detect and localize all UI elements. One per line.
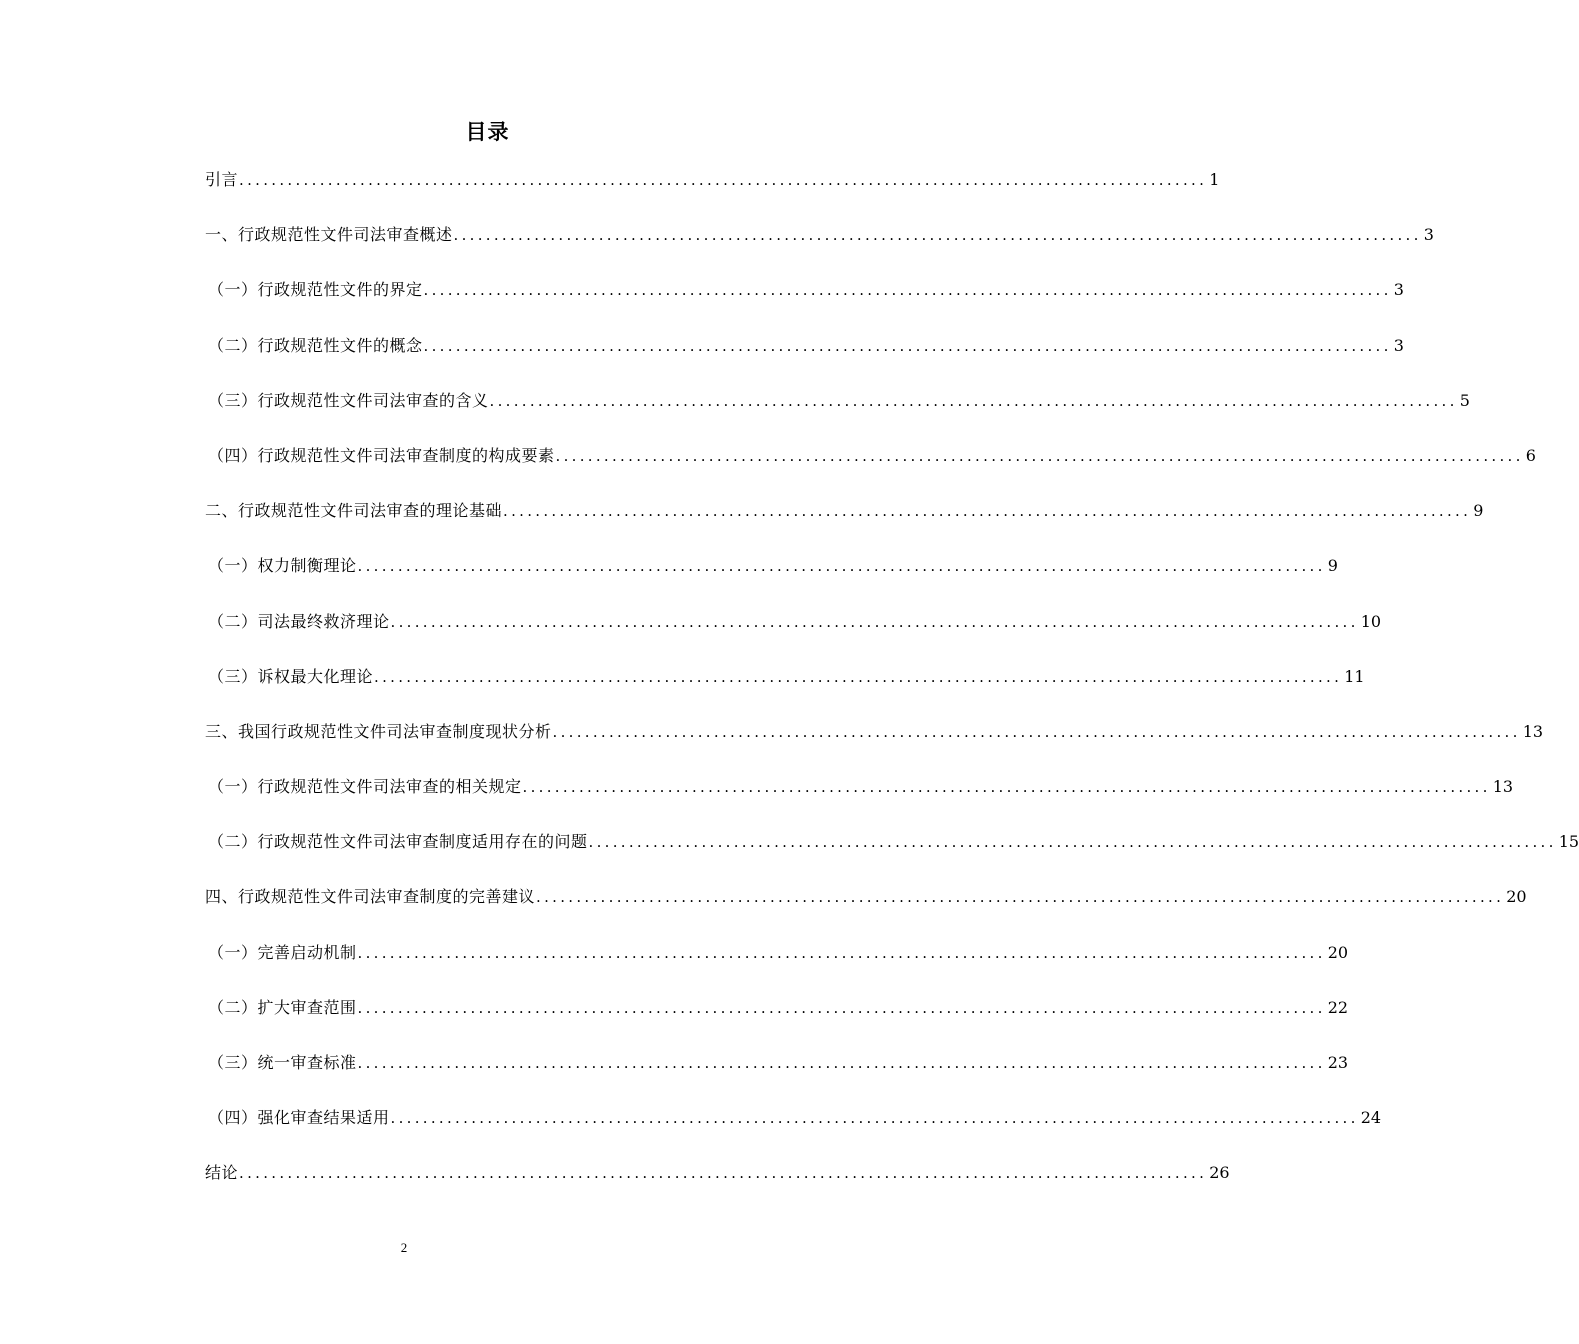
toc-entry-page: 3 [1423, 225, 1434, 245]
toc-entry-label: 一、行政规范性文件司法审查概述 [205, 225, 453, 245]
toc-dot-leader: ........................................................................................................................ [522, 778, 1491, 797]
toc-entry-label: 三、我国行政规范性文件司法审查制度现状分析 [205, 721, 552, 741]
toc-entry[interactable] [205, 606, 1382, 661]
toc-entry-label: （三）行政规范性文件司法审查的含义 [208, 390, 489, 410]
toc-entry-page: 3 [1393, 280, 1404, 300]
toc-dot-leader: ........................................................................................................................ [536, 888, 1505, 907]
toc-dot-leader: ........................................................................................................................ [357, 943, 1326, 962]
toc-entry-page: 24 [1360, 1108, 1382, 1128]
toc-dot-leader: ........................................................................................................................ [555, 446, 1524, 465]
toc-entry-page: 9 [1327, 556, 1338, 576]
toc-entry-label: （一）行政规范性文件司法审查的相关规定 [208, 777, 522, 797]
toc-entry[interactable] [205, 716, 1544, 771]
toc-entry-page: 6 [1525, 445, 1536, 465]
toc-entry[interactable] [205, 495, 1484, 550]
toc-entry[interactable] [205, 550, 1338, 605]
toc-entry[interactable] [205, 1047, 1349, 1102]
toc-entry[interactable] [205, 992, 1349, 1047]
toc-entry-label: （三）诉权最大化理论 [208, 666, 374, 686]
toc-entry-label: （四）行政规范性文件司法审查制度的构成要素 [208, 445, 555, 465]
toc-dot-leader: ........................................................................................................................ [453, 226, 1422, 245]
toc-entry-label: （三）统一审查标准 [208, 1053, 357, 1072]
toc-entry-page: 22 [1327, 997, 1349, 1017]
toc-entry-page: 20 [1327, 942, 1349, 962]
toc-entry-page: 11 [1344, 666, 1365, 686]
toc-dot-leader: ........................................................................................................................ [390, 1109, 1359, 1128]
toc-title: 目录 [465, 120, 510, 144]
toc-entry[interactable] [205, 1157, 1230, 1212]
toc-entry-label: 引言 [205, 170, 239, 189]
toc-entry[interactable] [205, 937, 1349, 992]
toc-entry-label: （二）扩大审查范围 [208, 997, 357, 1017]
toc-entry-page: 26 [1209, 1163, 1230, 1183]
toc-dot-leader: ........................................................................................................................ [423, 281, 1392, 300]
toc-entry-label: （二）司法最终救济理论 [208, 611, 390, 631]
toc-entry-page: 3 [1393, 335, 1404, 355]
toc-dot-leader: ........................................................................................................................ [357, 557, 1326, 576]
toc-entry-label: （二）行政规范性文件的概念 [208, 335, 423, 355]
toc-dot-leader: ........................................................................................................................ [357, 998, 1326, 1017]
toc-entry-page: 20 [1506, 887, 1527, 907]
toc-entry[interactable] [205, 661, 1365, 716]
toc-entry-label: （四）强化审查结果适用 [208, 1108, 390, 1128]
table-of-contents [205, 164, 1579, 1213]
toc-entry-page: 23 [1327, 1053, 1349, 1072]
page-number: 2 [400, 1240, 408, 1255]
toc-dot-leader: ........................................................................................................................ [552, 722, 1521, 741]
toc-entry-label: （一）行政规范性文件的界定 [208, 280, 423, 300]
toc-entry[interactable] [205, 440, 1536, 495]
toc-entry-page: 1 [1209, 170, 1220, 189]
toc-entry-label: 二、行政规范性文件司法审查的理论基础 [205, 501, 503, 521]
toc-entry[interactable] [205, 1102, 1382, 1157]
toc-dot-leader: ........................................................................................................................ [374, 667, 1343, 686]
toc-entry-label: （一）权力制衡理论 [208, 556, 357, 576]
toc-entry-page: 13 [1522, 721, 1544, 741]
toc-dot-leader: ........................................................................................................................ [489, 391, 1458, 410]
toc-entry-page: 5 [1459, 390, 1470, 410]
toc-entry-page: 9 [1473, 501, 1484, 521]
toc-entry[interactable] [205, 330, 1404, 385]
toc-dot-leader: ........................................................................................................................ [239, 171, 1208, 189]
toc-entry[interactable] [205, 771, 1514, 826]
toc-entry-label: （二）行政规范性文件司法审查制度适用存在的问题 [208, 832, 588, 852]
toc-dot-leader: ........................................................................................................................ [239, 1164, 1208, 1183]
toc-dot-leader: ........................................................................................................................ [588, 833, 1557, 852]
toc-dot-leader: ........................................................................................................................ [423, 336, 1392, 355]
toc-dot-leader: ........................................................................................................................ [357, 1054, 1326, 1072]
toc-entry-page: 13 [1492, 777, 1514, 797]
toc-entry[interactable] [205, 274, 1404, 329]
toc-entry-label: 结论 [205, 1163, 239, 1183]
toc-entry[interactable] [205, 826, 1579, 881]
toc-entry[interactable] [205, 219, 1434, 274]
toc-entry-page: 15 [1558, 832, 1579, 852]
toc-entry[interactable] [205, 881, 1527, 936]
toc-entry[interactable] [205, 385, 1470, 440]
toc-entry-label: 四、行政规范性文件司法审查制度的完善建议 [205, 887, 536, 907]
toc-entry-page: 10 [1360, 611, 1382, 631]
toc-dot-leader: ........................................................................................................................ [390, 612, 1359, 631]
toc-entry[interactable] [205, 164, 1220, 219]
toc-entry-label: （一）完善启动机制 [208, 942, 357, 962]
toc-dot-leader: ........................................................................................................................ [503, 502, 1472, 521]
